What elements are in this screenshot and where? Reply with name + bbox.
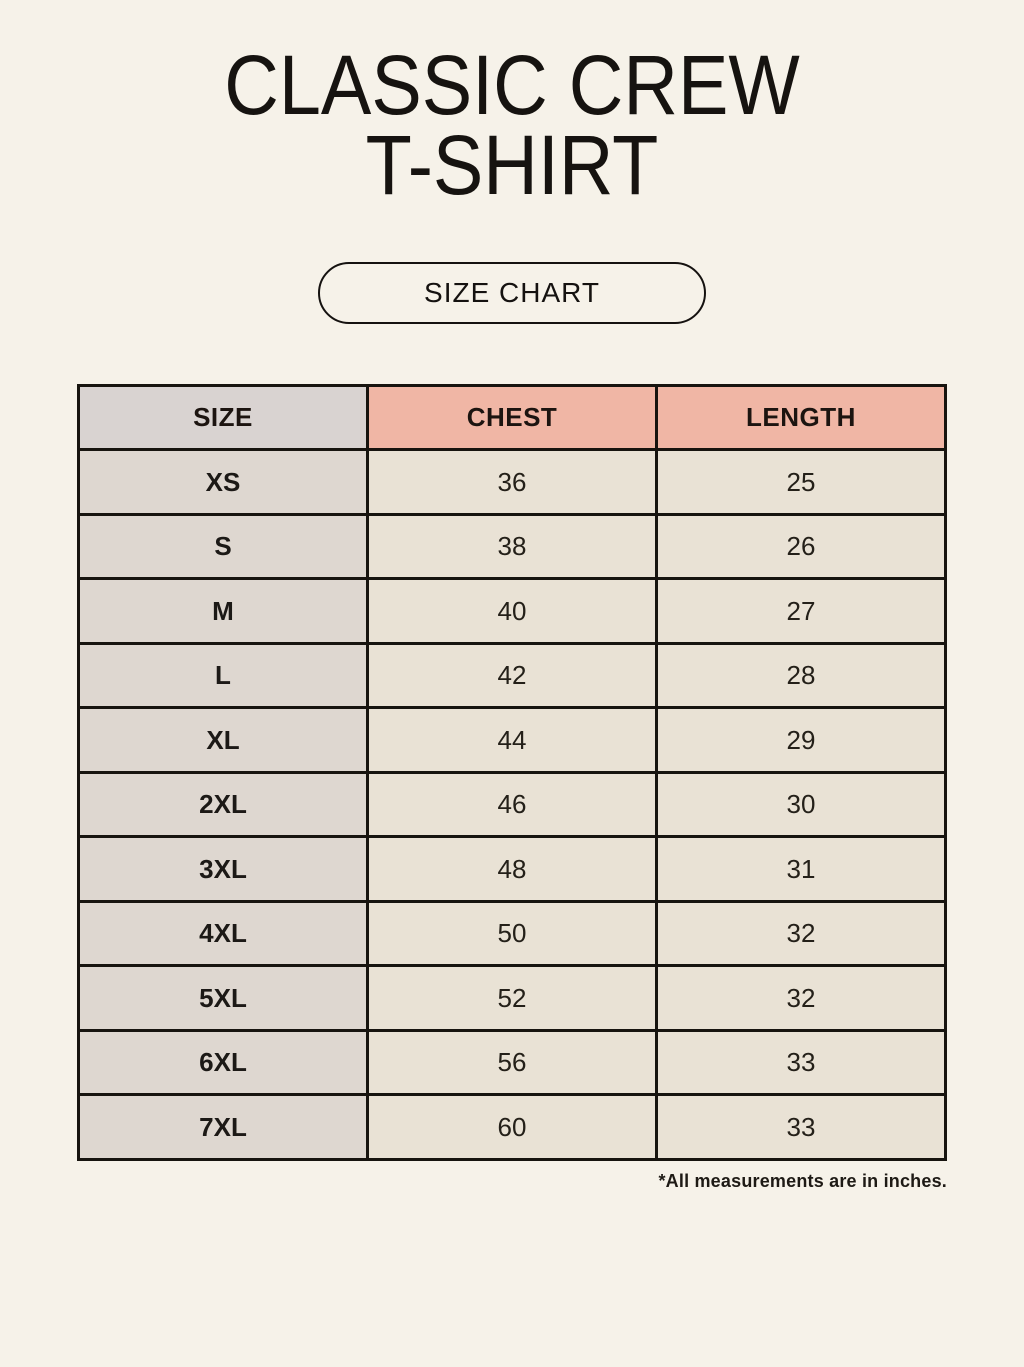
chest-cell: 60: [368, 1095, 657, 1160]
table-row: [79, 966, 946, 1031]
chest-cell: 44: [368, 708, 657, 773]
chest-cell: 42: [368, 643, 657, 708]
length-cell: 29: [657, 708, 946, 773]
length-cell: 28: [657, 643, 946, 708]
size-cell: 4XL: [79, 901, 368, 966]
length-cell: 32: [657, 901, 946, 966]
size-chart-button[interactable]: [318, 262, 706, 324]
product-title: [51, 38, 973, 212]
size-chart-page: [0, 38, 1024, 1367]
size-table-container: [77, 384, 947, 1161]
table-row: [79, 772, 946, 837]
table-row: [79, 708, 946, 773]
table-row: [79, 1095, 946, 1160]
size-table-body: [79, 450, 946, 1160]
product-title-line2: T-SHIRT: [365, 117, 659, 212]
chest-cell: 46: [368, 772, 657, 837]
chest-cell: 48: [368, 837, 657, 902]
length-cell: 31: [657, 837, 946, 902]
chest-cell: 50: [368, 901, 657, 966]
size-cell: 2XL: [79, 772, 368, 837]
length-cell: 33: [657, 1095, 946, 1160]
size-cell: M: [79, 579, 368, 644]
size-cell: 3XL: [79, 837, 368, 902]
chest-cell: 56: [368, 1030, 657, 1095]
column-header-chest: CHEST: [368, 385, 657, 450]
size-cell: XL: [79, 708, 368, 773]
size-cell: XS: [79, 450, 368, 515]
size-table: [77, 384, 947, 1161]
length-cell: 30: [657, 772, 946, 837]
table-row: [79, 1030, 946, 1095]
chest-cell: 38: [368, 514, 657, 579]
length-cell: 32: [657, 966, 946, 1031]
size-cell: L: [79, 643, 368, 708]
header-row: [79, 385, 946, 450]
size-cell: 5XL: [79, 966, 368, 1031]
measurements-footnote: *All measurements are in inches.: [658, 1170, 947, 1191]
product-title-line1: CLASSIC CREW: [224, 38, 800, 132]
size-table-header: [79, 385, 946, 450]
length-cell: 25: [657, 450, 946, 515]
table-row: [79, 901, 946, 966]
table-row: [79, 643, 946, 708]
column-header-length: LENGTH: [657, 385, 946, 450]
size-cell: 7XL: [79, 1095, 368, 1160]
size-cell: 6XL: [79, 1030, 368, 1095]
table-row: [79, 450, 946, 515]
length-cell: 33: [657, 1030, 946, 1095]
size-chart-button-label: SIZE CHART: [424, 276, 600, 308]
table-row: [79, 514, 946, 579]
size-cell: S: [79, 514, 368, 579]
column-header-size: SIZE: [79, 385, 368, 450]
length-cell: 27: [657, 579, 946, 644]
length-cell: 26: [657, 514, 946, 579]
chest-cell: 52: [368, 966, 657, 1031]
chest-cell: 40: [368, 579, 657, 644]
table-row: [79, 837, 946, 902]
table-row: [79, 579, 946, 644]
chest-cell: 36: [368, 450, 657, 515]
